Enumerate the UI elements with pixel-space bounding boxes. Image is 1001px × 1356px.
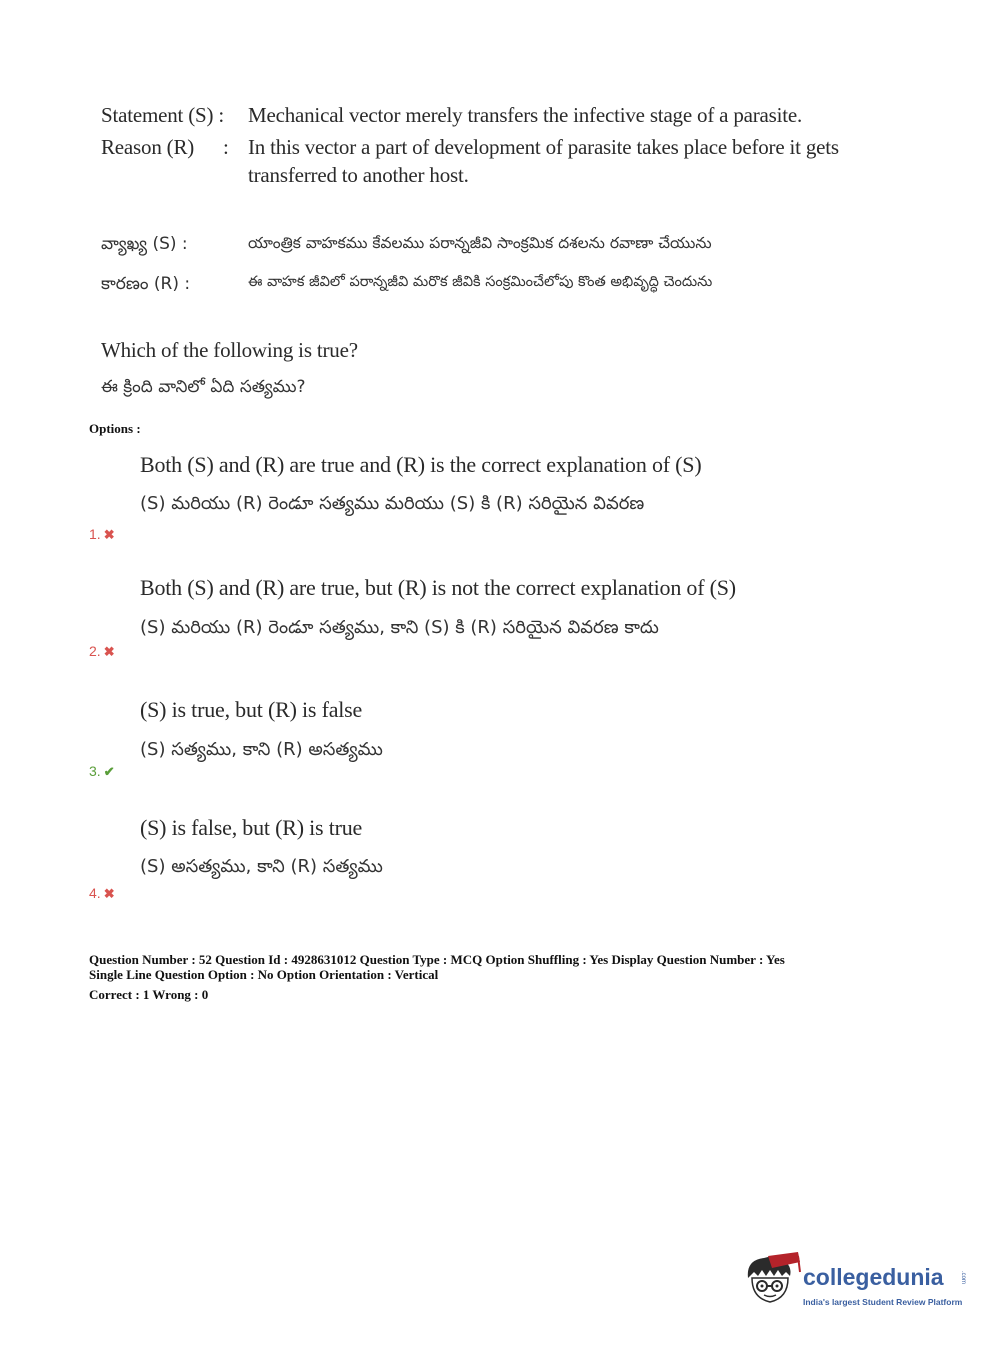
cross-icon: ✖ [103, 527, 115, 542]
option-4-english: (S) is false, but (R) is true [140, 815, 363, 840]
question-english: Which of the following is true? [101, 338, 358, 362]
collegedunia-logo-text: collegedunia [803, 1264, 944, 1290]
cross-icon: ✖ [103, 886, 115, 901]
collegedunia-mascot-icon [742, 1250, 802, 1310]
option-2-number: 2. [89, 643, 101, 659]
telugu-statement-r-text: ఈ వాహక జీవిలో పరాన్నజీవి మరొక జీవికి సంక్రమించేలోపు కొంత అభివృద్ధి చెందును [248, 274, 713, 290]
option-2-marker [89, 643, 115, 660]
options-label: Options : [89, 421, 141, 436]
statement-s-text: Mechanical vector merely transfers the infective stage of a parasite. [248, 103, 803, 127]
option-4-number: 4. [89, 885, 101, 901]
statement-r-text-line2: transferred to another host. [248, 163, 469, 187]
statement-s-label: Statement (S) : [101, 103, 224, 127]
check-icon: ✔ [103, 764, 115, 779]
option-1-english: Both (S) and (R) are true and (R) is the correct explanation of (S) [140, 452, 702, 477]
question-meta-line2: Single Line Question Option : No Option Orientation : Vertical [89, 967, 439, 982]
statement-r-text-line1: In this vector a part of development of parasite takes place before it gets [248, 135, 839, 159]
option-3-english: (S) is true, but (R) is false [140, 697, 363, 722]
statement-r-label: Reason (R) [101, 135, 195, 159]
telugu-statement-r-label: కారణం (R) : [101, 274, 191, 294]
option-3-number: 3. [89, 763, 101, 779]
question-meta-line1: Question Number : 52 Question Id : 4928631012 Question Type : MCQ Option Shuffling : Yes Display Question Number : Yes [89, 952, 785, 967]
question-telugu: ఈ క్రింది వానిలో ఏది సత్యము? [101, 377, 306, 397]
option-1-number: 1. [89, 526, 101, 542]
option-2-english: Both (S) and (R) are true, but (R) is not the correct explanation of (S) [140, 575, 736, 600]
telugu-statement-s-label: వ్యాఖ్య (S) : [101, 234, 188, 254]
option-1-telugu: (S) మరియు (R) రెండూ సత్యము మరియు (S) కి (R) సరియైన వివరణ [140, 493, 645, 514]
option-3-marker [89, 763, 115, 780]
collegedunia-tagline: India's largest Student Review Platform [803, 1297, 963, 1307]
option-4-telugu: (S) అసత్యము, కాని (R) సత్యము [140, 856, 383, 877]
option-2-telugu: (S) మరియు (R) రెండూ సత్యము, కాని (S) కి (R) సరియైన వివరణ కాదు [140, 617, 659, 638]
collegedunia-logo-dotcom: .com [960, 1271, 966, 1285]
cross-icon: ✖ [103, 644, 115, 659]
option-1-marker [89, 526, 115, 543]
statement-r-colon: : [223, 135, 229, 159]
question-meta-line3: Correct : 1 Wrong : 0 [89, 987, 209, 1002]
option-4-marker [89, 885, 115, 902]
option-3-telugu: (S) సత్యము, కాని (R) అసత్యము [140, 739, 383, 760]
telugu-statement-s-text: యాంత్రిక వాహకము కేవలము పరాన్నజీవి సాంక్రమిక దశలను రవాణా చేయును [248, 234, 712, 252]
